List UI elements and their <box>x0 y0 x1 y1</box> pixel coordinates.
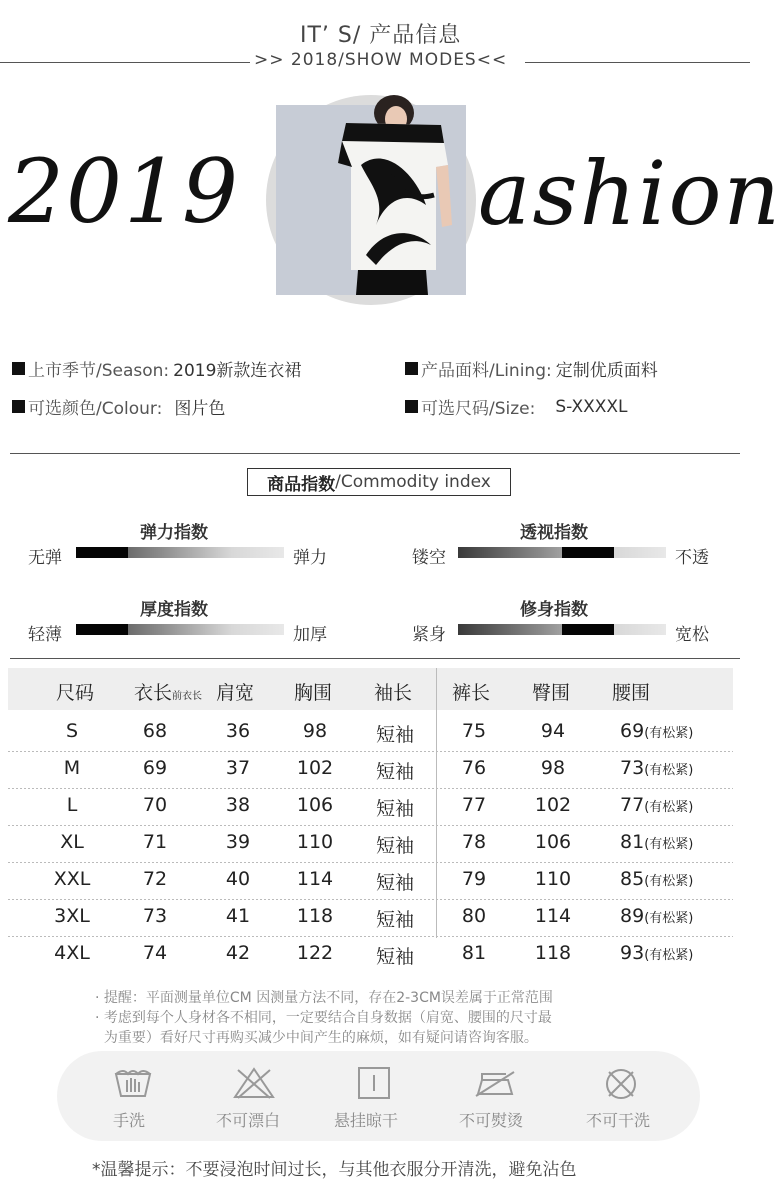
cell-waist <box>620 868 693 890</box>
hand-wash-icon <box>113 1066 153 1100</box>
th-size: 尺码 <box>56 682 95 704</box>
cell-sleeve: 短袖 <box>375 946 414 968</box>
note-line: · 考虑到每个人身材各不相同，一定要结合自身数据（肩宽、腰围的尺寸最 <box>95 1010 552 1026</box>
info-size <box>405 394 628 419</box>
cell-shoulder: 40 <box>225 868 251 890</box>
care-label: 不可熨烫 <box>459 1111 524 1130</box>
index-max-label: 宽松 <box>675 625 709 645</box>
index-bar <box>458 624 666 635</box>
care-label: 不可干洗 <box>586 1111 651 1130</box>
th-sleeve: 袖长 <box>374 682 413 704</box>
waist-note: (有松紧) <box>644 837 694 852</box>
size-value: S-XXXXL <box>555 396 628 417</box>
cell-shoulder: 36 <box>225 720 251 742</box>
cell-hip: 98 <box>540 757 566 779</box>
lining-label: 产品面料/Lining: <box>421 361 552 381</box>
cell-length: 73 <box>142 905 168 927</box>
hang-dry-icon <box>357 1066 391 1100</box>
header-rule-left <box>0 62 250 63</box>
row-separator <box>8 788 733 789</box>
cell-chest: 110 <box>296 831 334 853</box>
cell-hip: 118 <box>534 942 572 964</box>
waist-value: 69 <box>620 720 645 742</box>
cell-size: 4XL <box>54 942 90 964</box>
cell-pants: 77 <box>461 794 487 816</box>
index-level-marker <box>76 624 128 635</box>
row-separator <box>8 825 733 826</box>
cell-chest: 106 <box>296 794 334 816</box>
waist-note: (有松紧) <box>644 874 694 889</box>
th-waist: 腰围 <box>612 682 651 704</box>
cell-hip: 102 <box>534 794 572 816</box>
care-label: 不可漂白 <box>216 1111 281 1130</box>
cell-shoulder: 39 <box>225 831 251 853</box>
index-title: 透视指数 <box>520 523 588 543</box>
cell-length: 72 <box>142 868 168 890</box>
no-dry-clean-icon <box>603 1066 639 1102</box>
wash-tip: *温馨提示：不要浸泡时间过长，与其他衣服分开清洗，避免沾色 <box>92 1160 577 1180</box>
cell-size: S <box>65 720 79 742</box>
index-title: 修身指数 <box>520 600 588 620</box>
cell-waist <box>620 942 693 964</box>
divider <box>10 658 740 659</box>
cell-hip: 94 <box>540 720 566 742</box>
index-level-marker <box>562 547 614 558</box>
cell-pants: 79 <box>461 868 487 890</box>
divider <box>10 453 740 454</box>
lining-value: 定制优质面料 <box>555 361 658 381</box>
banner-year: 2019 <box>8 140 240 243</box>
cell-sleeve: 短袖 <box>375 761 414 783</box>
bullet-square-icon <box>12 362 25 375</box>
banner-fashion: ashion <box>478 142 782 245</box>
commodity-index-title-en: /Commodity index <box>335 472 491 492</box>
cell-sleeve: 短袖 <box>375 872 414 894</box>
bullet-square-icon <box>12 400 25 413</box>
season-label: 上市季节/Season: <box>28 361 170 381</box>
cell-length: 70 <box>142 794 168 816</box>
index-max-label: 弹力 <box>293 548 327 568</box>
colour-label: 可选颜色/Colour: <box>28 399 163 419</box>
cell-sleeve: 短袖 <box>375 909 414 931</box>
index-max-label: 加厚 <box>293 625 327 645</box>
row-separator <box>8 936 733 937</box>
cell-chest: 118 <box>296 905 334 927</box>
th-length: 衣长前衣长 <box>134 682 203 704</box>
waist-value: 89 <box>620 905 645 927</box>
cell-waist <box>620 905 693 927</box>
waist-note: (有松紧) <box>644 948 694 963</box>
cell-sleeve: 短袖 <box>375 835 414 857</box>
cell-size: 3XL <box>54 905 90 927</box>
index-level-marker <box>76 547 128 558</box>
cell-waist <box>620 720 693 742</box>
cell-size: L <box>66 794 78 816</box>
cell-length: 69 <box>142 757 168 779</box>
index-min-label: 镂空 <box>412 548 446 568</box>
waist-note: (有松紧) <box>644 911 694 926</box>
commodity-index-heading <box>247 468 511 496</box>
cell-shoulder: 42 <box>225 942 251 964</box>
waist-value: 73 <box>620 757 645 779</box>
no-iron-icon <box>472 1066 518 1100</box>
waist-value: 77 <box>620 794 645 816</box>
index-min-label: 轻薄 <box>28 625 62 645</box>
cell-pants: 75 <box>461 720 487 742</box>
cell-shoulder: 37 <box>225 757 251 779</box>
index-level-marker <box>562 624 614 635</box>
index-min-label: 无弹 <box>28 548 62 568</box>
commodity-index-title-cn: 商品指数 <box>267 474 336 495</box>
cell-pants: 81 <box>461 942 487 964</box>
cell-waist <box>620 794 693 816</box>
cell-pants: 80 <box>461 905 487 927</box>
cell-chest: 114 <box>296 868 334 890</box>
cell-chest: 102 <box>296 757 334 779</box>
note-line: 为重要）看好尺寸再购买减少中间产生的麻烦，如有疑问请咨询客服。 <box>95 1030 538 1046</box>
index-title: 厚度指数 <box>140 600 208 620</box>
th-pants: 裤长 <box>452 682 491 704</box>
cell-waist <box>620 831 693 853</box>
index-bar <box>76 624 284 635</box>
cell-hip: 106 <box>534 831 572 853</box>
th-hip: 臀围 <box>532 682 571 704</box>
info-colour <box>12 394 225 419</box>
colour-value: 图片色 <box>174 399 226 419</box>
th-chest: 胸围 <box>294 682 333 704</box>
waist-value: 93 <box>620 942 645 964</box>
header-rule-right <box>525 62 750 63</box>
waist-note: (有松紧) <box>644 726 694 741</box>
index-title: 弹力指数 <box>140 523 208 543</box>
cell-waist <box>620 757 693 779</box>
cell-sleeve: 短袖 <box>375 798 414 820</box>
cell-shoulder: 38 <box>225 794 251 816</box>
cell-size: XL <box>60 831 84 853</box>
index-bar <box>76 547 284 558</box>
bullet-square-icon <box>405 400 418 413</box>
cell-length: 71 <box>142 831 168 853</box>
cell-chest: 122 <box>296 942 334 964</box>
cell-size: XXL <box>53 868 91 890</box>
product-photo <box>276 105 466 295</box>
th-front-length: 前衣长 <box>172 691 203 702</box>
bullet-square-icon <box>405 362 418 375</box>
cell-chest: 98 <box>302 720 328 742</box>
waist-note: (有松紧) <box>644 763 694 778</box>
row-separator <box>8 862 733 863</box>
cell-pants: 78 <box>461 831 487 853</box>
index-max-label: 不透 <box>675 548 709 568</box>
cell-size: M <box>63 757 81 779</box>
cell-hip: 114 <box>534 905 572 927</box>
row-separator <box>8 751 733 752</box>
info-season <box>12 356 301 381</box>
waist-value: 85 <box>620 868 645 890</box>
cell-hip: 110 <box>534 868 572 890</box>
care-label: 悬挂晾干 <box>334 1111 399 1130</box>
header-subtitle: >> 2018/SHOW MODES<< <box>254 50 508 70</box>
waist-note: (有松紧) <box>644 800 694 815</box>
season-value: 2019新款连衣裙 <box>173 361 302 381</box>
th-shoulder: 肩宽 <box>216 682 255 704</box>
cell-sleeve: 短袖 <box>375 724 414 746</box>
cell-length: 74 <box>142 942 168 964</box>
index-bar <box>458 547 666 558</box>
info-lining <box>405 356 658 381</box>
index-min-label: 紧身 <box>412 625 446 645</box>
note-line: · 提醒：平面测量单位CM 因测量方法不同，存在2-3CM误差属于正常范围 <box>95 990 553 1006</box>
row-separator <box>8 899 733 900</box>
waist-value: 81 <box>620 831 645 853</box>
care-label: 手洗 <box>113 1111 146 1130</box>
cell-pants: 76 <box>461 757 487 779</box>
header-title: IT’ S/ 产品信息 <box>300 23 462 48</box>
cell-length: 68 <box>142 720 168 742</box>
no-bleach-icon <box>232 1066 276 1100</box>
size-label: 可选尺码/Size: <box>421 399 536 419</box>
cell-shoulder: 41 <box>225 905 251 927</box>
